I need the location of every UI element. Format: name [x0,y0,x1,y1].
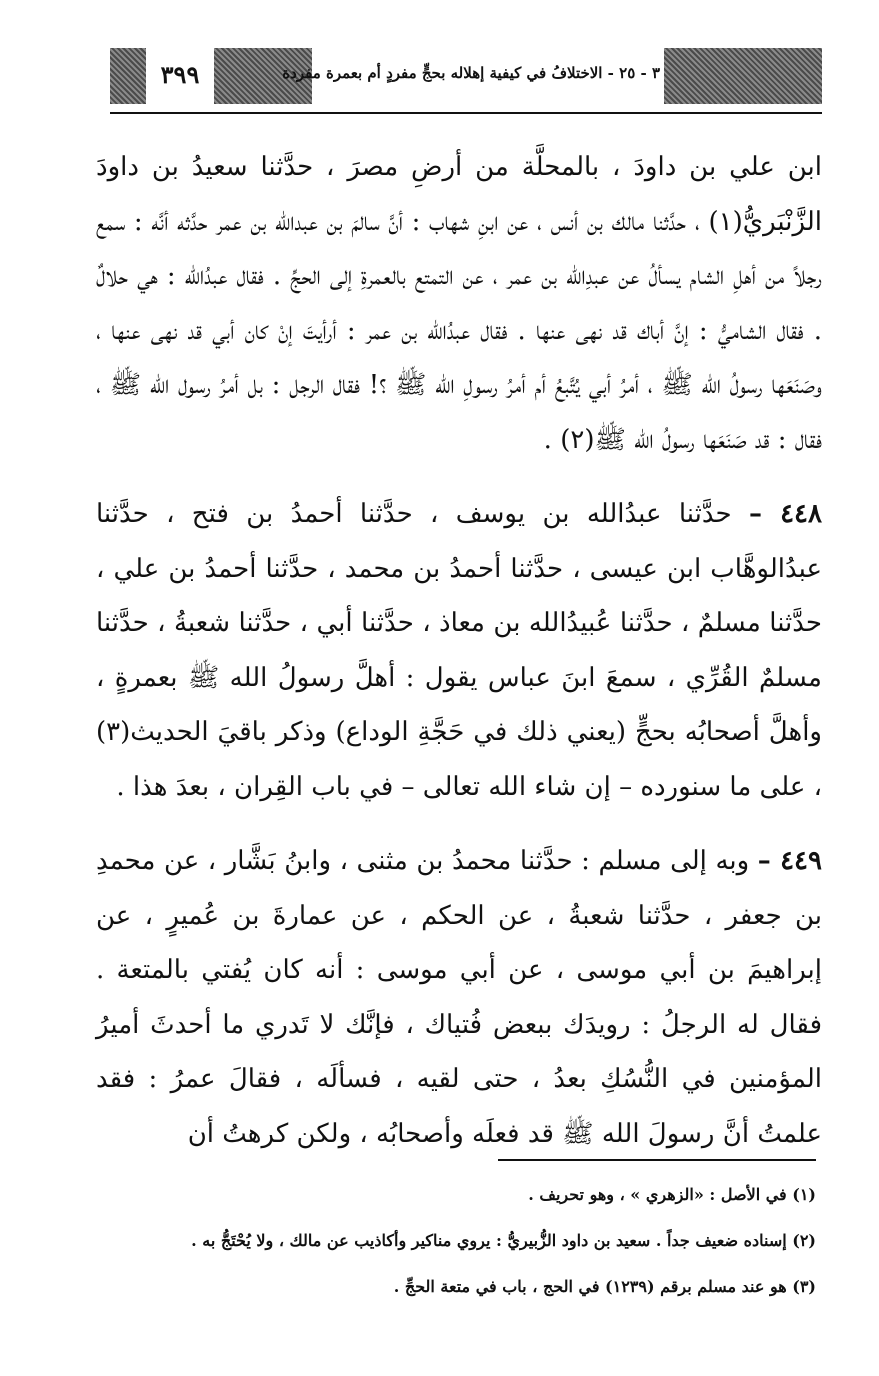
hadith-number: ٤٤٨ – [748,499,822,529]
main-text [96,140,822,1181]
footnote-3: (٣) هو عند مسلم برقم (١٢٣٩) في الحج ، باب في متعة الحجِّ . [393,1277,816,1296]
running-title: ٣ - ٢٥ - الاختلافُ في كيفية إهلاله بحجٍّ مفردٍ أم بعمرة مفردة [282,64,660,82]
paragraph-continuation [96,140,822,467]
footnote-rule [498,1159,816,1161]
page-number: ٣٩٩ [160,60,200,89]
header-ornament-right [664,48,822,104]
footnotes [96,1172,816,1310]
page-header [110,48,822,108]
footnote-1: (١) في الأصل : «الزهري » ، وهو تحريف . [528,1185,816,1204]
paragraph-text: حدَّثنا عبدُالله بن يوسف ، حدَّثنا أحمدُ بن فتح ، حدَّثنا عبدُالوهَّاب ابن عيسى ، حدَّثنا أحمدُ بن محمد ، حدَّثنا أحمدُ بن علي ، حدَّثنا مسلمٌ ، حدَّثنا عُبيدُالله بن معاذ ، حدَّثنا أبي ، حدَّثنا شعبةُ ، حدَّثنا مسلمٌ القُرِّي ، سمعَ ابنَ عباس يقول : أهلَّ رسولُ الله ﷺ بعمرةٍ ، وأهلَّ أصحابُه بحجٍّ (يعني ذلك في حَجَّةِ الوداع) وذكر باقيَ الحديث(٣) ، على ما سنورده – إن شاء الله تعالى – في باب القِران ، بعدَ هذا . [96,499,822,802]
paragraph-text: وبه إلى مسلم : حدَّثنا محمدُ بن مثنى ، وابنُ بَشَّار ، عن محمدِ بن جعفر ، حدَّثنا شعبةُ ، عن الحكم ، عن عمارةَ بن عُميرٍ ، عن إبراهيمَ بن أبي موسى ، عن أبي موسى : أنه كان يُفتي بالمتعة . فقال له الرجلُ : رويدَك ببعض فُتياك ، فإنَّك لا تَدري ما أحدثَ أميرُ المؤمنين في النُّسُكِ بعدُ ، حتى لقيه ، فسألَه ، فقالَ عمرُ : فقد علمتُ أنَّ رسولَ الله ﷺ قد فعلَه وأصحابُه ، ولكن كرهتُ أن [96,846,822,1149]
paragraph-text: ابن علي بن داودَ ، بالمحلَّة من أرضِ مصرَ ، حدَّثنا سعيدُ بن داودَ الزَّنْبَريُّ(١) ، حدَّثنا مالك بن أنس ، عن ابنِ شهاب : أنَّ سالمَ بن عبدالله بن عمر حدَّثه أنَّه : سمع رجلاً من أهلِ الشام يسألُ عن عبدِالله بن عمر ، عن التمتع بالعمرةِ إلى الحجِّ . فقال عبدُالله : هي حلالٌ . فقال الشاميُّ : إنَّ أباك قد نهى عنها . فقال عبدُالله بن عمر : أرأيتَ إنْ كان أبي قد نهى عنها ، وصَنَعَها رسولُ الله ﷺ ، أمرُ أبي يُتَّبعُ أم أمرُ رسولِ الله ﷺ ؟! فقال الرجل : بل أمرُ رسول الله ﷺ ، فقال : قد صَنَعَها رسولُ الله ﷺ(٢) . [96,152,822,455]
header-rule [110,112,822,114]
paragraph-hadith-449 [96,834,822,1161]
header-ornament-left [110,48,146,104]
hadith-number: ٤٤٩ – [757,846,822,876]
footnote-2: (٢) إسناده ضعيف جداً . سعيد بن داود الزُّبيريُّ : يروي مناكير وأكاذيب عن مالك ، ولا يُحْتَجُّ به . [191,1231,816,1250]
paragraph-hadith-448 [96,487,822,814]
